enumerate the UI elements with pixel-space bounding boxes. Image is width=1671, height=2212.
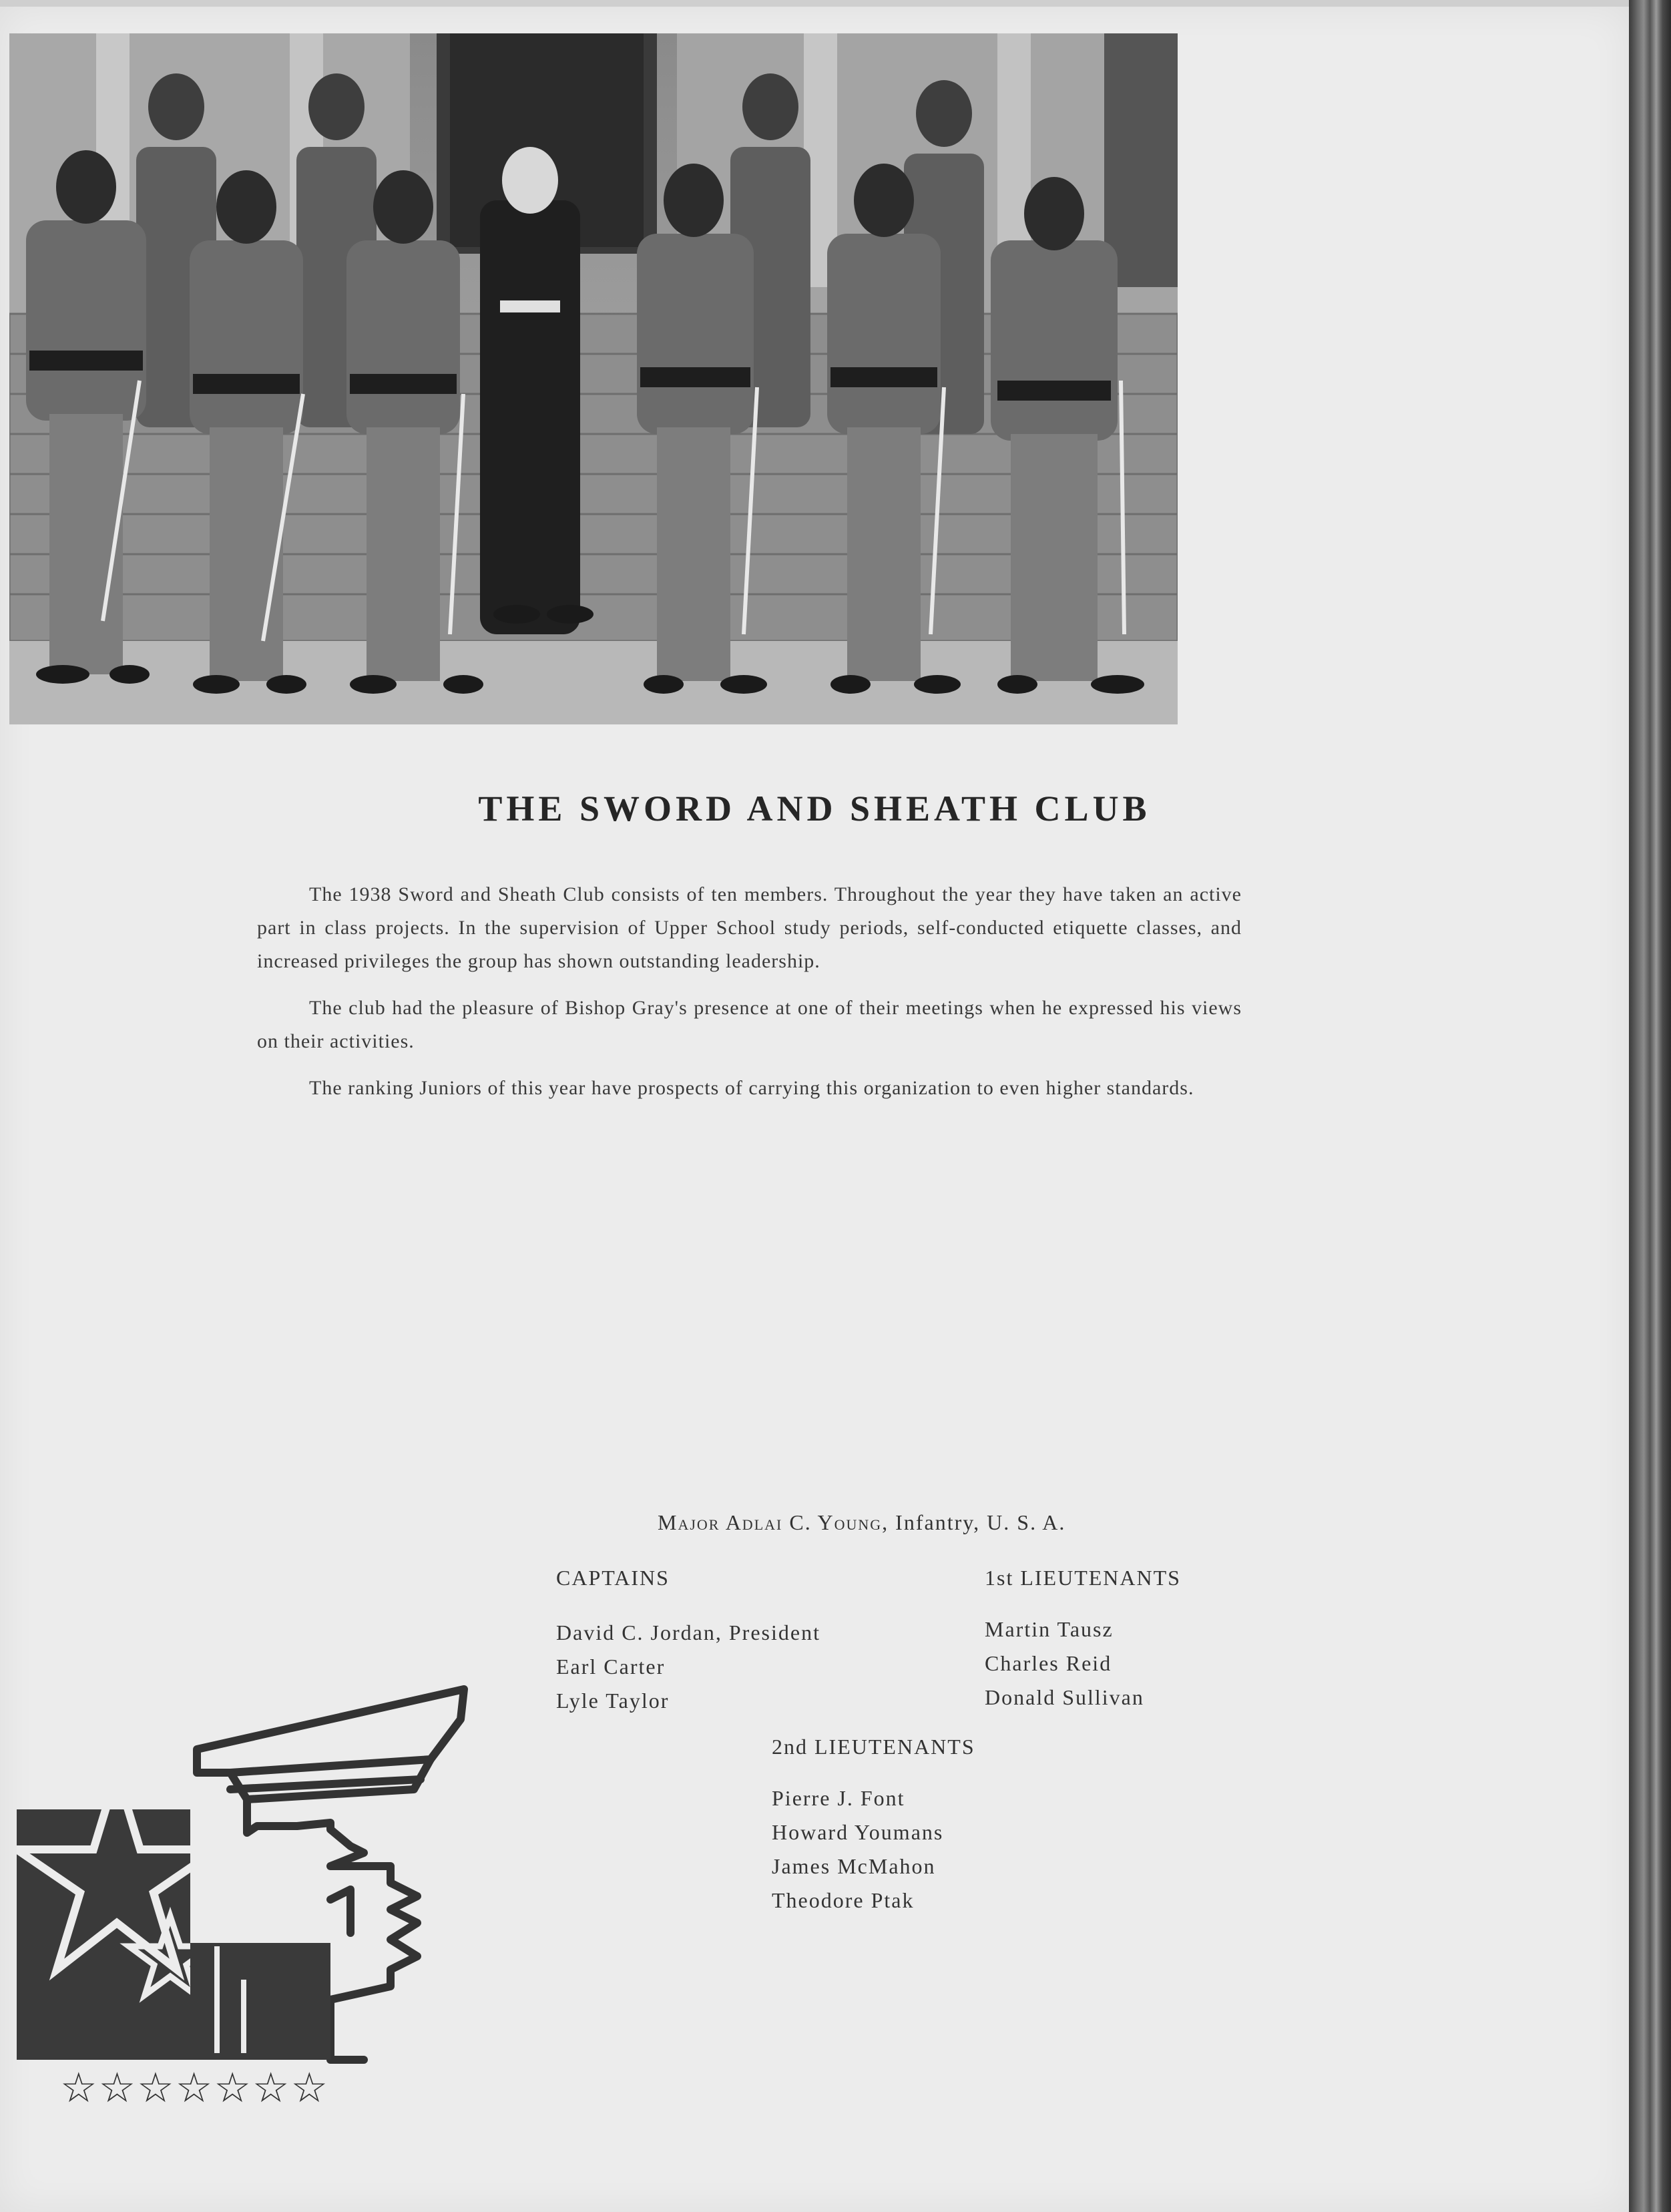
book-edge [1629, 0, 1671, 2212]
page-title: THE SWORD AND SHEATH CLUB [478, 789, 1151, 829]
first-lieutenant-name: Martin Tausz [985, 1617, 1114, 1641]
group-photo-image [9, 33, 1178, 724]
captains-heading: CAPTAINS [556, 1566, 670, 1590]
group-photo [9, 33, 1178, 724]
emblem-graphic [17, 1666, 484, 2066]
second-lieutenants-heading: 2nd LIEUTENANTS [772, 1735, 975, 1759]
commander-branch: Infantry, U. S. A. [895, 1510, 1066, 1534]
second-lieutenant-name: Pierre J. Font [772, 1786, 905, 1810]
club-description [257, 878, 1242, 1118]
captain-name: Lyle Taylor [556, 1689, 670, 1713]
first-lieutenant-name: Donald Sullivan [985, 1685, 1144, 1709]
cadet-head-with-stars-icon [17, 1666, 484, 2066]
second-lieutenant-name: Theodore Ptak [772, 1888, 915, 1912]
star-row: ☆☆☆☆☆☆☆ [60, 2063, 330, 2112]
captain-name: David C. Jordan, President [556, 1620, 820, 1644]
captains-list [556, 1616, 820, 1718]
second-lieutenants-list [772, 1781, 943, 1918]
commander-line [658, 1510, 1065, 1535]
second-lieutenant-name: Howard Youmans [772, 1820, 944, 1844]
captain-name: Earl Carter [556, 1654, 666, 1679]
second-lieutenant-name: James McMahon [772, 1854, 936, 1878]
description-paragraph: The 1938 Sword and Sheath Club consists of ten members. Throughout the year they have taken an active part in class projects. In the supervision of Upper School study periods, self-conducted etiquette classes, and increased privileges the group has shown outstanding leadership. [257, 883, 1242, 972]
description-paragraph: The club had the pleasure of Bishop Gray's presence at one of their meetings when he expressed his views on their activities. [257, 997, 1242, 1052]
first-lieutenants-list [985, 1612, 1144, 1715]
commander-name: Major Adlai C. Young, [658, 1510, 889, 1534]
first-lieutenants-heading: 1st LIEUTENANTS [985, 1566, 1181, 1590]
first-lieutenant-name: Charles Reid [985, 1651, 1112, 1675]
description-paragraph: The ranking Juniors of this year have prospects of carrying this organization to even higher standards. [309, 1077, 1194, 1099]
